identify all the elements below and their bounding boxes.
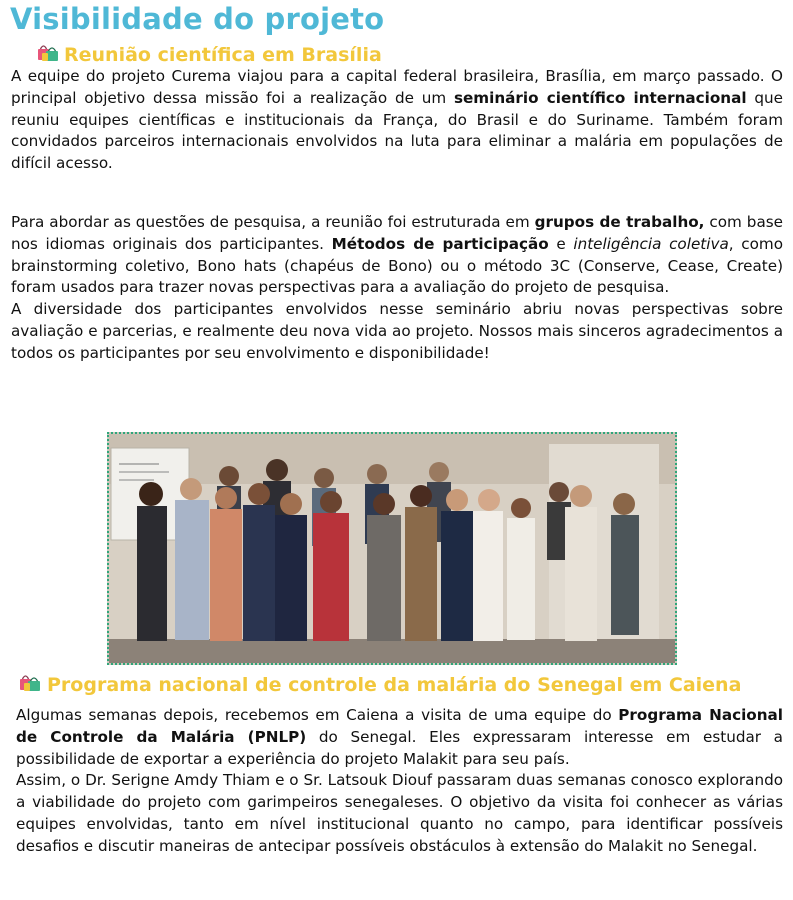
paragraph-methods: Para abordar as questões de pesquisa, a reunião foi estruturada em grupos de trabalho, com base nos idiomas originais dos participantes. Métodos de participação e inteligência coletiva, como brainstorming coletivo, Bono hats (chapéus de Bono) ou o método 3C (Conserve, Cease, Create) foram usados para trazer novas perspectivas para a avaliação do projeto de pesquisa. A diversidade dos participantes envolvidos nesse seminário abriu novas perspectivas sobre avaliação e parcerias, e realmente deu nova vida ao projeto. Nossos mais sinceros agradecimentos a todos os participantes por seu envolvimento e disponibilidade!: [11, 213, 784, 362]
section-heading-reuniao: [36, 42, 382, 67]
page-title: Visibilidade do projeto: [10, 2, 385, 36]
section-heading-text: Reunião científica em Brasília: [64, 43, 382, 66]
shopping-bags-icon: [36, 42, 60, 67]
section-heading-senegal: [17, 672, 741, 697]
shopping-bags-icon: [17, 672, 43, 697]
paragraph-intro: A equipe do projeto Curema viajou para a capital federal brasileira, Brasília, em março passado. O principal objetivo dessa missão foi a realização de um seminário científico internacional que reuniu equipes científicas e institucionais da França, do Brasil e do Suriname. Também foram convidados parceiros internacionais envolvidos na luta para eliminar a malária em populações de difícil acesso.: [11, 67, 783, 173]
group-photo: [107, 432, 677, 665]
group-photo-illustration: [109, 434, 675, 663]
paragraph-senegal: Algumas semanas depois, recebemos em Caiena a visita de uma equipe do Programa Nacional de Controle da Malária (PNLP) do Senegal. Eles expressaram interesse em estudar a possibilidade de exportar a experiência do projeto Malakit para seu país. Assim, o Dr. Serigne Amdy Thiam e o Sr. Latsouk Diouf passaram duas semanas conosco explorando a viabilidade do projeto com garimpeiros senegaleses. O objetivo da visita foi conhecer as várias equipes envolvidas, tanto em nível institucional quanto no campo, para identificar possíveis desafios e discutir maneiras de antecipar possíveis obstáculos à extensão do Malakit no Senegal.: [16, 706, 783, 855]
section-heading-text: Programa nacional de controle da malária do Senegal em Caiena: [47, 673, 742, 696]
